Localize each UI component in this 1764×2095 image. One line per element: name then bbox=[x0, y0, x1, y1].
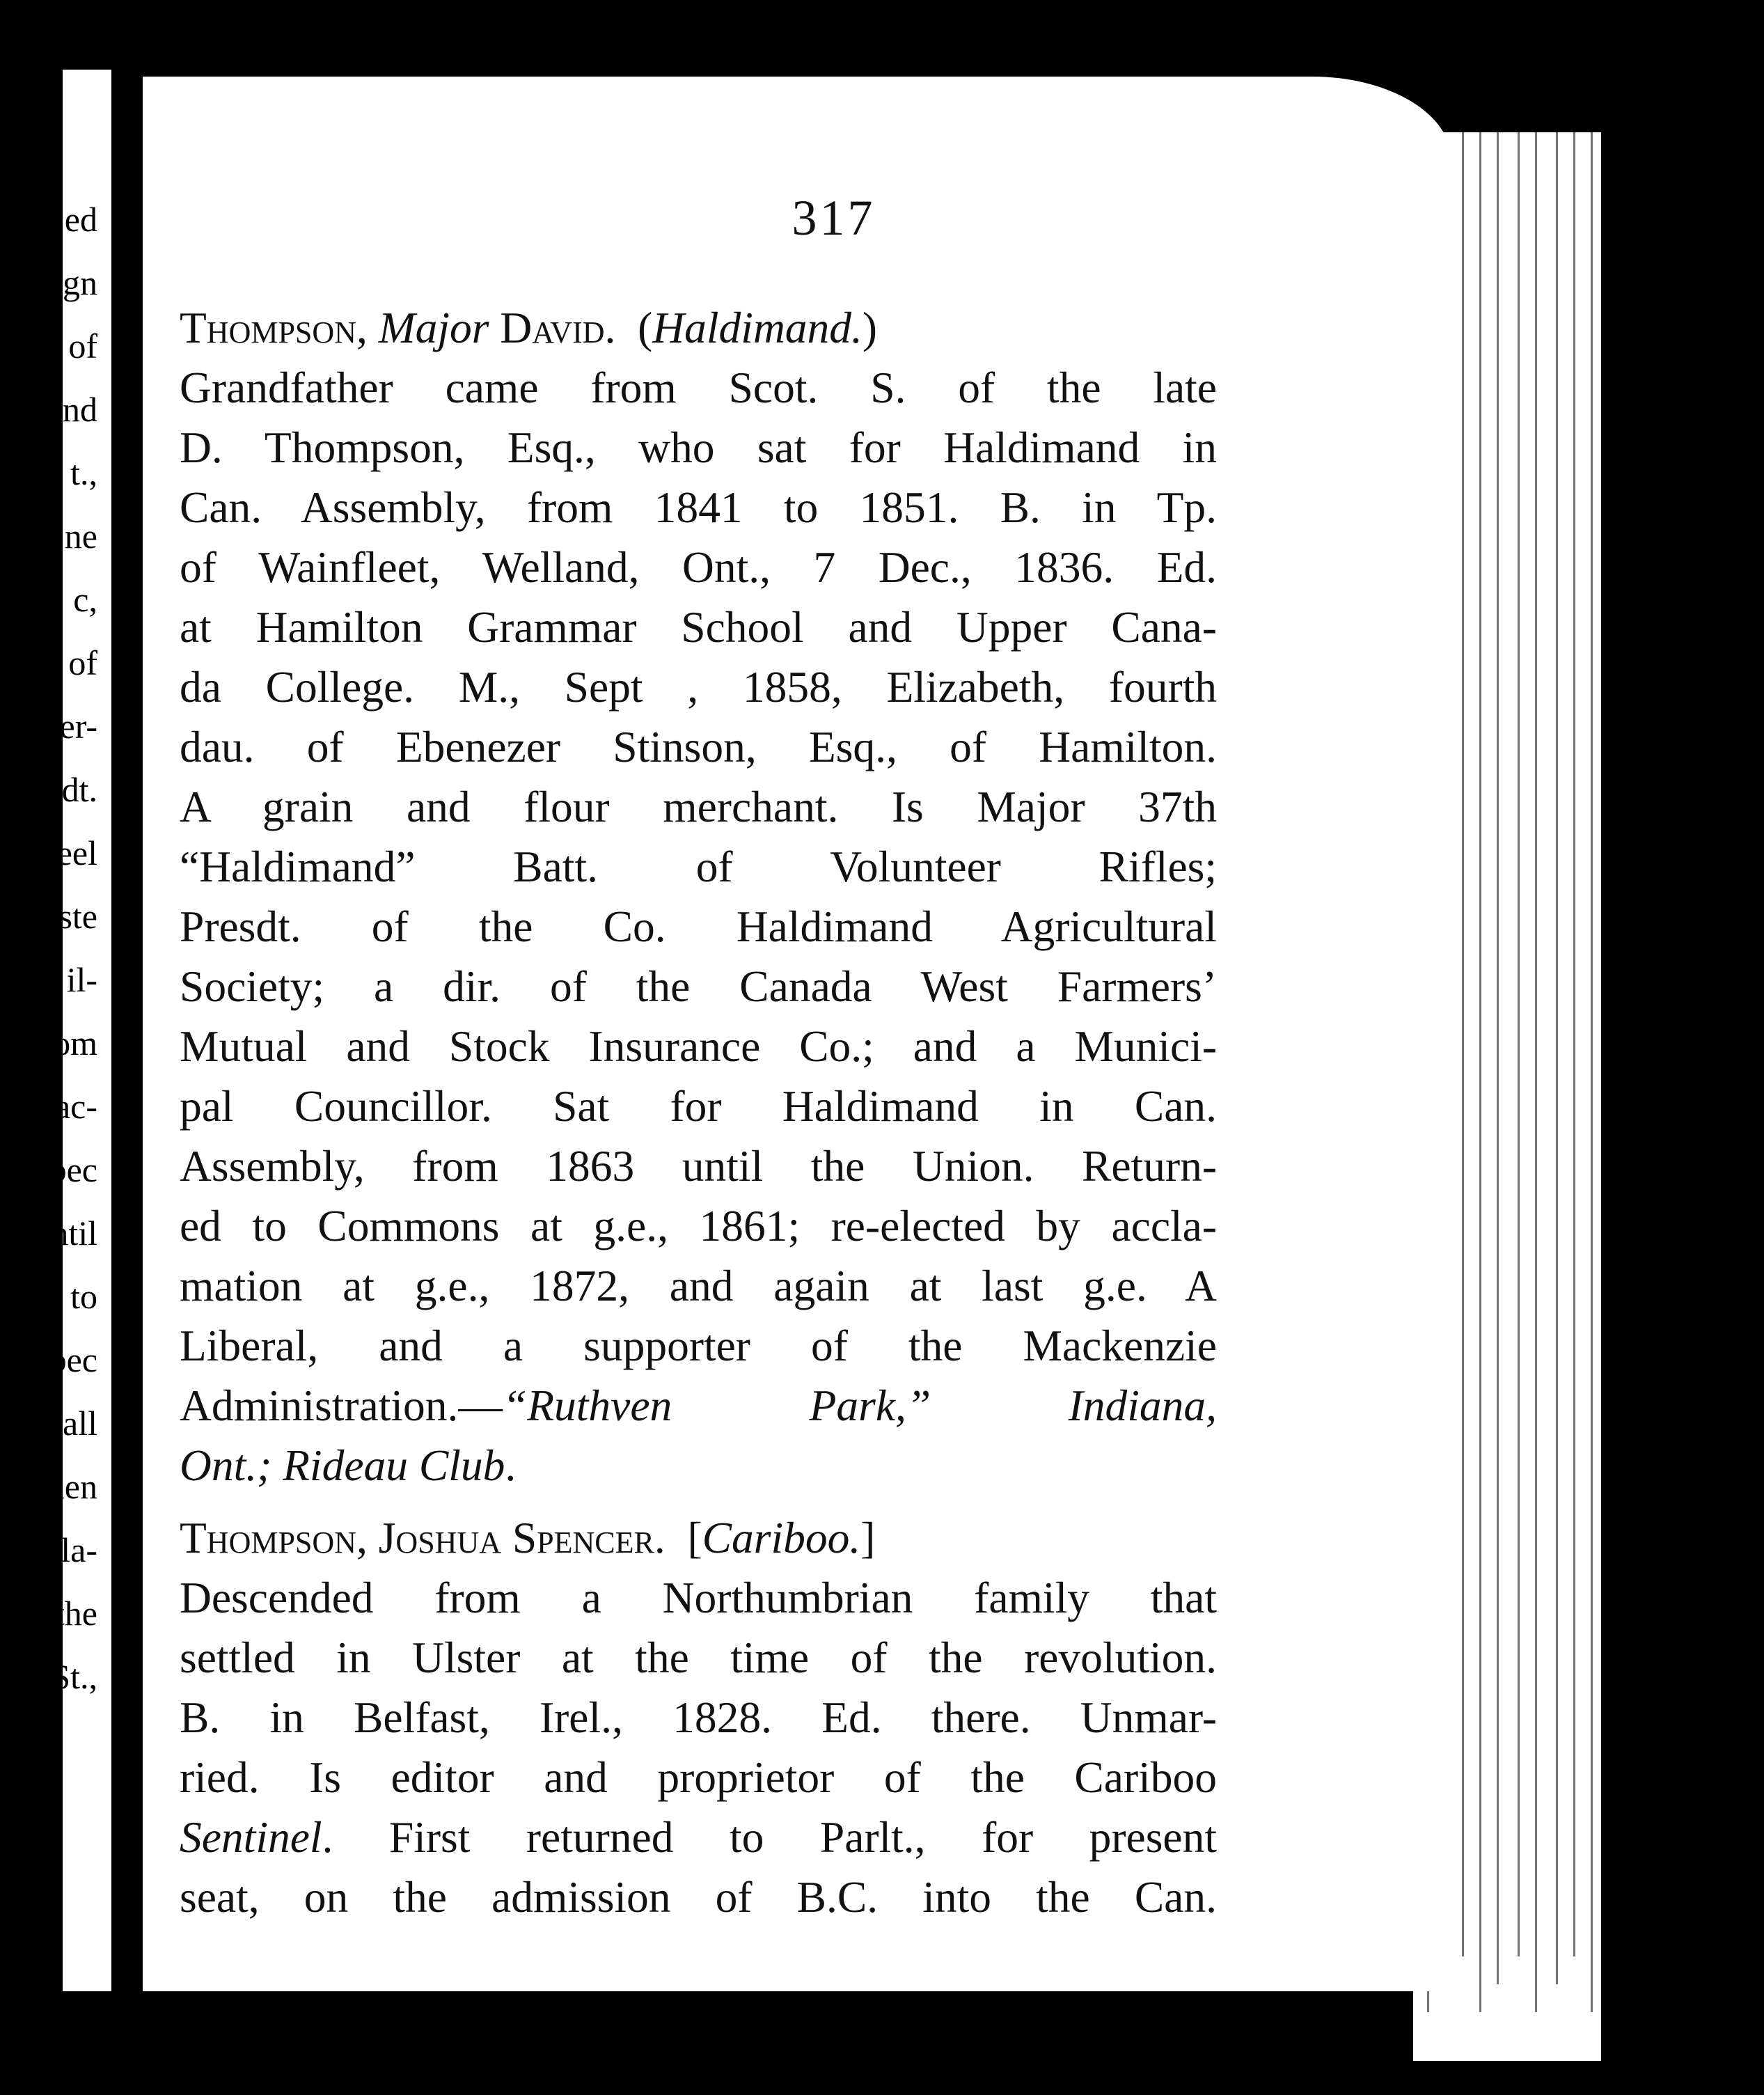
entry-constituency: Cariboo. bbox=[702, 1513, 861, 1562]
text-line: B. in Belfast, Irel., 1828. Ed. there. Unmar- bbox=[180, 1693, 1217, 1742]
text-line bbox=[180, 1807, 1217, 1867]
text-line: ed to Commons at g.e., 1861; re-elected by accla- bbox=[180, 1201, 1217, 1250]
fragment-text: ed bbox=[64, 200, 97, 239]
newspaper-italic: Sentinel bbox=[180, 1812, 322, 1862]
text-line: D. Thompson, Esq., who sat for Haldimand in bbox=[180, 423, 1217, 472]
text-line: dau. of Ebenezer Stinson, Esq., of Hamilton. bbox=[180, 722, 1217, 771]
text-line-rest: . First returned to Parlt., for present bbox=[322, 1812, 1217, 1862]
text-line: Liberal, and a supporter of the Mackenzie bbox=[180, 1321, 1217, 1370]
fragment-text: c, bbox=[73, 580, 97, 619]
text-line: Can. Assembly, from 1841 to 1851. B. in Tp. bbox=[180, 482, 1217, 532]
fragment-text: om bbox=[53, 1023, 97, 1062]
page-edge-line bbox=[1518, 132, 1520, 1956]
page-body bbox=[180, 298, 1217, 1927]
fragment-text: er- bbox=[59, 707, 97, 746]
entry-surname: Thompson bbox=[180, 303, 356, 352]
text-line: “Haldimand” Batt. of Volunteer Rifles; bbox=[180, 842, 1217, 891]
page-edge-line bbox=[1556, 132, 1558, 1984]
text-line: seat, on the admission of B.C. into the Can. bbox=[180, 1872, 1217, 1922]
fragment-text: St., bbox=[51, 1657, 97, 1696]
fragment-text: t., bbox=[70, 453, 97, 492]
fragment-text: the bbox=[54, 1594, 97, 1633]
fragment-text: bec bbox=[49, 1340, 97, 1379]
entry-constituency: Haldimand. bbox=[652, 303, 863, 352]
club-end: . bbox=[505, 1441, 517, 1490]
fragment-text: bec bbox=[49, 1150, 97, 1189]
text-line: Presdt. of the Co. Haldimand Agricultural bbox=[180, 902, 1217, 951]
text-line: mation at g.e., 1872, and again at last g.e. A bbox=[180, 1261, 1217, 1310]
page-edge-line bbox=[1573, 132, 1575, 1956]
text-line: at Hamilton Grammar School and Upper Cana- bbox=[180, 602, 1217, 652]
text-line: Assembly, from 1863 until the Union. Return- bbox=[180, 1141, 1217, 1191]
page-edge-line bbox=[1591, 132, 1593, 2012]
page-number: 317 bbox=[792, 190, 876, 246]
text-line: ried. Is editor and proprietor of the Cariboo bbox=[180, 1752, 1217, 1802]
address-prefix: Administration.— bbox=[180, 1381, 503, 1430]
fragment-text: hen bbox=[47, 1467, 97, 1506]
fragment-text: ntil bbox=[51, 1214, 97, 1253]
entry-rank: Major bbox=[378, 303, 489, 352]
text-line: of Wainfleet, Welland, Ont., 7 Dec., 1836. Ed. bbox=[180, 542, 1217, 592]
text-line: Society; a dir. of the Canada West Farmers’ bbox=[180, 962, 1217, 1011]
entry-given-name: David bbox=[500, 303, 605, 352]
fragment-text: of bbox=[68, 643, 97, 682]
text-line: Mutual and Stock Insurance Co.; and a Munici- bbox=[180, 1021, 1217, 1071]
page-edge-line bbox=[1479, 132, 1481, 2012]
entry-heading: Thompson, Joshua Spencer. [Cariboo.] bbox=[180, 1513, 876, 1562]
fragment-text: gn bbox=[63, 263, 97, 302]
entry-name: Thompson, Joshua Spencer. bbox=[180, 1513, 666, 1562]
entry-heading: Thompson, Major David. (Haldimand.) bbox=[180, 303, 878, 352]
fragment-text: ste bbox=[58, 897, 97, 936]
page-edge-line bbox=[1535, 132, 1537, 2012]
fragment-text: to bbox=[70, 1277, 97, 1316]
page-edge-line bbox=[1462, 132, 1464, 1956]
text-line: da College. M., Sept , 1858, Elizabeth, fourth bbox=[180, 662, 1217, 712]
page-edge-line bbox=[1497, 132, 1499, 1984]
fragment-text: all bbox=[63, 1404, 97, 1443]
text-line: pal Councillor. Sat for Haldimand in Can. bbox=[180, 1081, 1217, 1131]
text-line: Descended from a Northumbrian family that bbox=[180, 1573, 1217, 1622]
fragment-text: il- bbox=[66, 960, 97, 999]
fragment-text: ac- bbox=[54, 1087, 97, 1126]
fragment-text: eel bbox=[56, 833, 97, 872]
text-line: A grain and flour merchant. Is Major 37th bbox=[180, 782, 1217, 831]
entry-body bbox=[180, 358, 1217, 1376]
text-line bbox=[180, 1436, 1217, 1496]
fragment-text: nd bbox=[63, 390, 97, 429]
address-italic: “Ruthven Park,” Indiana, bbox=[502, 1381, 1217, 1430]
fragment-text: cla- bbox=[45, 1530, 97, 1569]
club-italic: Ont.; Rideau Club bbox=[180, 1441, 505, 1490]
entry-body bbox=[180, 1568, 1217, 1807]
text-line: Grandfather came from Scot. S. of the late bbox=[180, 363, 1217, 412]
fragment-text: ne bbox=[64, 517, 97, 556]
text-line bbox=[180, 1376, 1217, 1436]
text-line: settled in Ulster at the time of the revolution. bbox=[180, 1633, 1217, 1682]
fragment-text: of bbox=[68, 327, 97, 366]
fragment-text: dt. bbox=[61, 770, 97, 809]
